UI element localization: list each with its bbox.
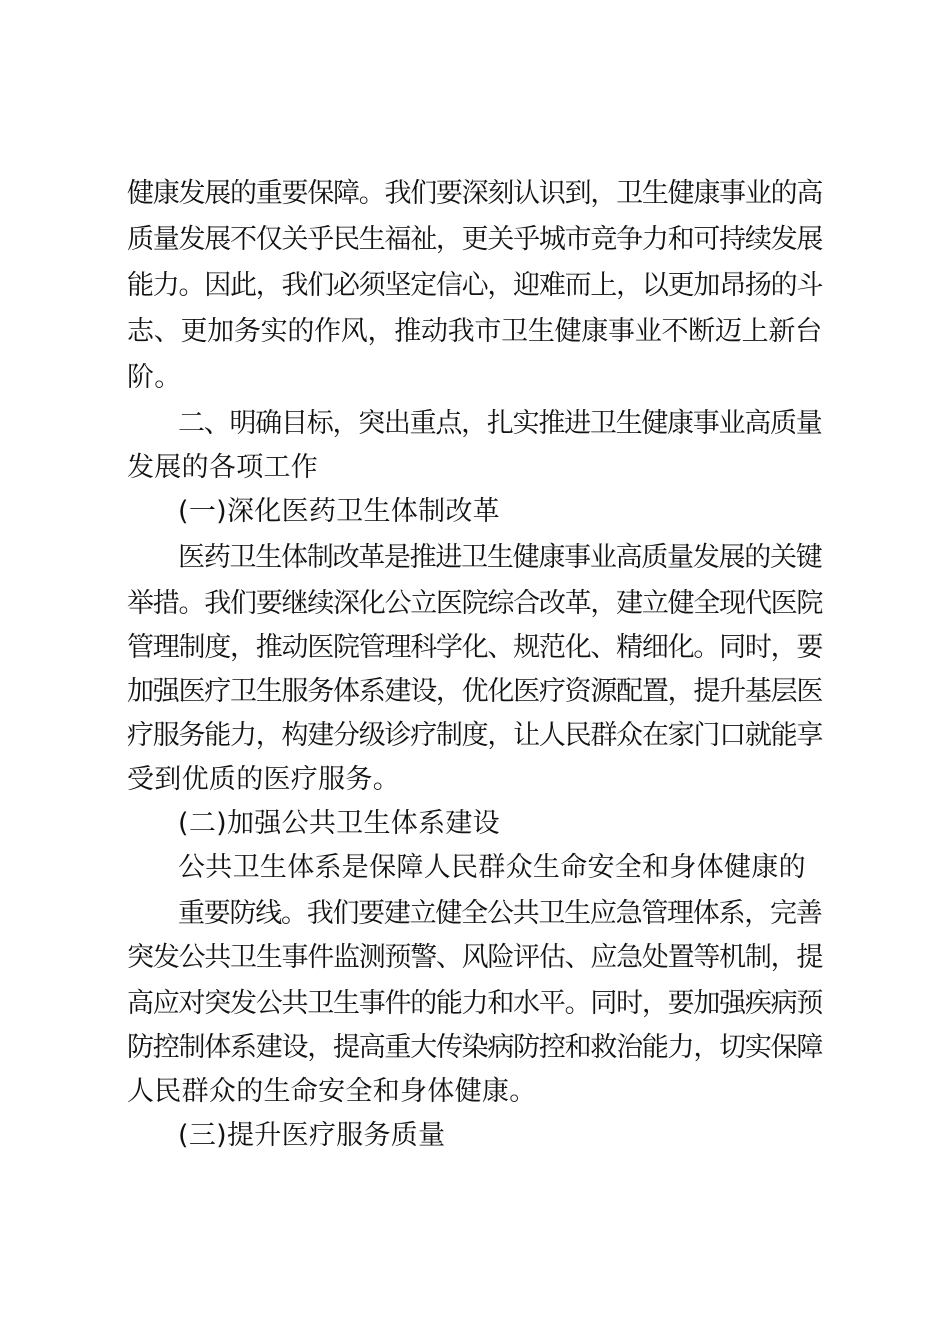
text-line: 受到优质的医疗服务。 [127,764,400,795]
section-heading: 二、明确目标，突出重点，扎实推进卫生健康事业高质量 [178,408,822,439]
text-line: 疗服务能力，构建分级诊疗制度，让人民群众在家门口就能享 [127,720,823,751]
subsection-heading: (二)加强公共卫生体系建设 [178,808,500,839]
text-line: 举措。我们要继续深化公立医院综合改革，建立健全现代医院 [127,588,823,619]
text-line: 健康发展的重要保障。我们要深刻认识到，卫生健康事业的高 [127,178,823,209]
section-heading-continued: 发展的各项工作 [127,452,319,483]
text-line: 质量发展不仅关乎民生福祉，更关乎城市竞争力和可持续发展 [127,224,823,255]
text-line: 防控制体系建设，提高重大传染病防控和救治能力，切实保障 [127,1032,823,1063]
text-line: 突发公共卫生事件监测预警、风险评估、应急处置等机制，提 [127,942,823,973]
text-line: 医药卫生体制改革是推进卫生健康事业高质量发展的关键 [178,542,822,573]
text-line: 人民群众的生命安全和身体健康。 [127,1076,537,1107]
text-line: 管理制度，推动医院管理科学化、规范化、精细化。同时，要 [127,632,823,663]
subsection-heading: (一)深化医药卫生体制改革 [178,496,500,527]
text-line: 能力。因此，我们必须坚定信心，迎难而上，以更加昂扬的斗 [127,270,823,301]
text-line: 公共卫生体系是保障人民群众生命安全和身体健康的 [178,852,806,883]
text-line: 高应对突发公共卫生事件的能力和水平。同时，要加强疾病预 [127,988,823,1019]
text-line: 加强医疗卫生服务体系建设，优化医疗资源配置，提升基层医 [127,676,823,707]
text-line: 志、更加务实的作风，推动我市卫生健康事业不断迈上新台 [127,316,822,347]
text-line: 重要防线。我们要建立健全公共卫生应急管理体系，完善 [178,898,822,929]
subsection-heading: (三)提升医疗服务质量 [178,1120,446,1151]
text-line: 阶。 [127,362,182,393]
